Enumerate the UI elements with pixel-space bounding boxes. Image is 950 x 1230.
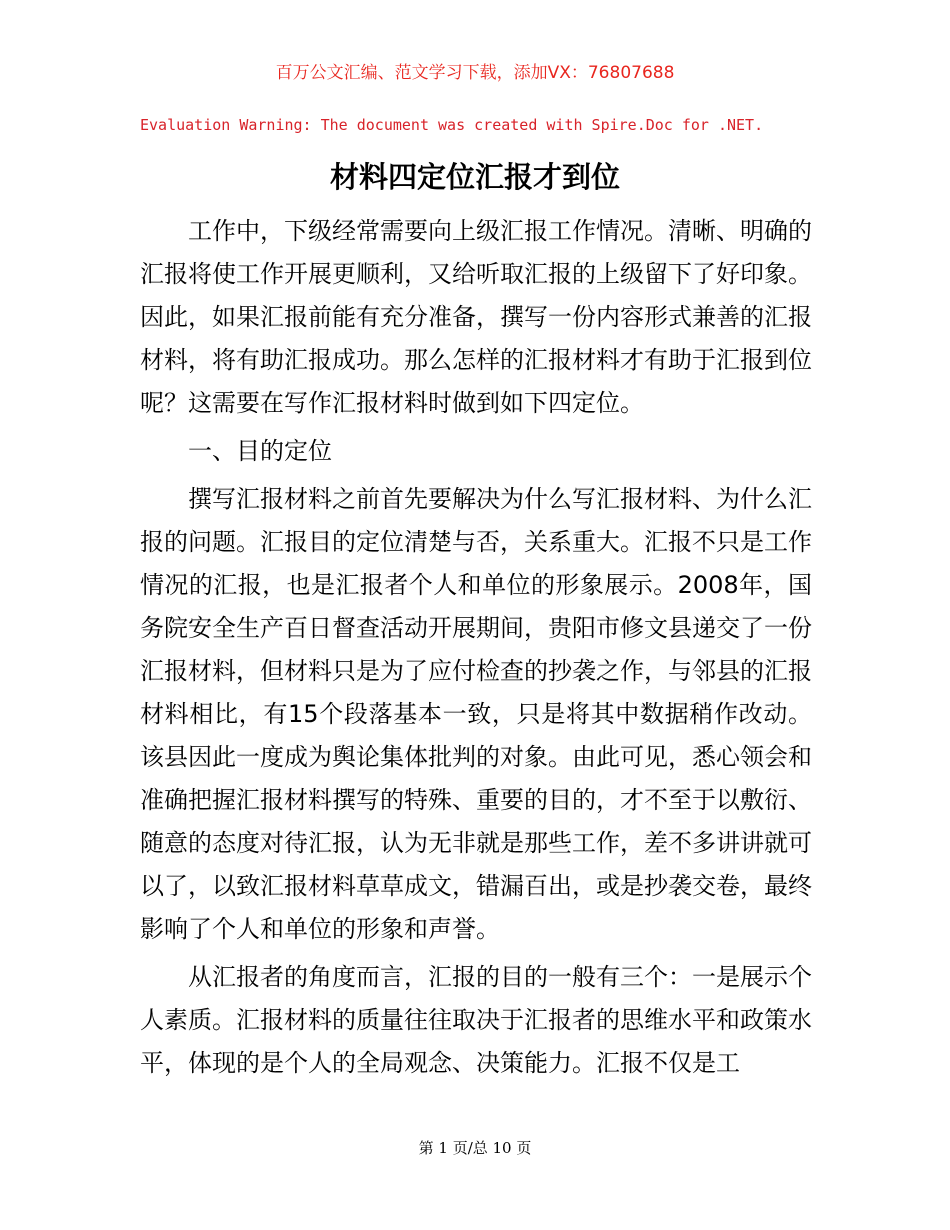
page-footer: 第 1 页/总 10 页 <box>418 1139 532 1157</box>
document-title: 材料四定位汇报才到位 <box>329 160 620 194</box>
evaluation-warning: Evaluation Warning: The document was created with Spire.Doc for .NET. <box>140 116 764 134</box>
paragraph-reporter-view: 从汇报者的角度而言，汇报的目的一般有三个：一是展示个人素质。汇报材料的质量往往取决于汇报者的思维水平和政策水平，体现的是个人的全局观念、决策能力。汇报不仅是工 <box>140 963 812 1077</box>
document-body <box>140 210 812 1090</box>
header-ad-banner: 百万公文汇编、范文学习下载，添加VX：76807688 <box>275 63 675 83</box>
section-heading-purpose: 一、目的定位 <box>188 437 332 465</box>
paragraph-purpose: 撰写汇报材料之前首先要解决为什么写汇报材料、为什么汇报的问题。汇报目的定位清楚与否，关系重大。汇报不只是工作情况的汇报，也是汇报者个人和单位的形象展示。2008年，国务院安全生产百日督查活动开展期间，贵阳市修文县递交了一份汇报材料，但材料只是为了应付检查的抄袭之作，与邻县的汇报材料相比，有15个段落基本一致，只是将其中数据稍作改动。该县因此一度成为舆论集体批判的对象。由此可见，悉心领会和准确把握汇报材料撰写的特殊、重要的目的，才不至于以敷衍、随意的态度对待汇报，认为无非就是那些工作，差不多讲讲就可以了，以致汇报材料草草成文，错漏百出，或是抄袭交卷，最终影响了个人和单位的形象和声誉。 <box>140 485 812 943</box>
paragraph-intro: 工作中，下级经常需要向上级汇报工作情况。清晰、明确的汇报将使工作开展更顺利，又给听取汇报的上级留下了好印象。因此，如果汇报前能有充分准备，撰写一份内容形式兼善的汇报材料，将有助汇报成功。那么怎样的汇报材料才有助于汇报到位呢？这需要在写作汇报材料时做到如下四定位。 <box>140 217 812 417</box>
